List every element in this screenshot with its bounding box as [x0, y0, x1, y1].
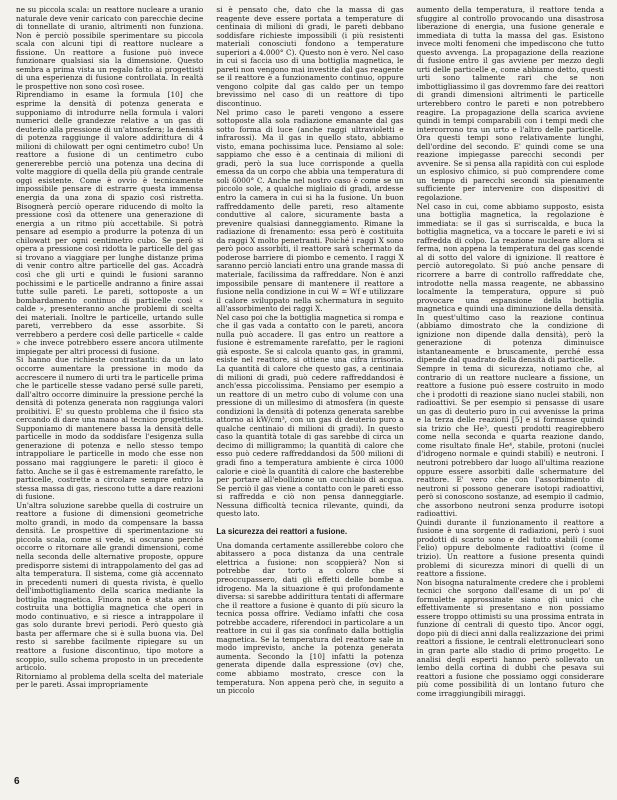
paragraph: Non bisogna naturalmente credere che i problemi tecnici che sorgono dall'esame di un po' di formulette approssimate siano gli unici che effettivamente si presentano e non possiamo essere troppo ottimisti su una prossima entrata in funzione di centrali di questo tipo. Ancor oggi, dopo più di dieci anni dalla realizzazione dei primi reattori a fissione, le centrali elettronucleari sono in gran parte allo stadio di primo progetto. Le analisi degli esperti hanno però sollevato un lembo della cortina di dubbi che pesava sui reattori a fusione che possiamo oggi considerare più come possibilità di un lontano futuro che come irraggiungibili miraggi. — [416, 577, 604, 698]
paragraph: aumento della temperatura, il reattore tenda a sfuggire al controllo provocando una disastrosa liberazione di energia, una fusione generale e immediata di tutta la massa del gas. Esistono invece molti fenomeni che impediscono che tutto questo avvenga. La propagazione della reazione di fusione entro il gas avviene per mezzo degli urti delle particelle e, come abbiamo detto, questi urti sono talmente rari che se non imbottigliassimo il gas dovremmo fare dei reattori di grandi dimensioni altrimenti le particelle urterebbero contro le pareti e non potrebbero reagire. La propagazione della scarica avviene quindi in tempi comparabili con i tempi medi che intercorrono tra un urto e l'altro delle particelle. Ora questi tempi sono relativamente lunghi, dell'ordine del secondo. E' quindi come se una reazione impiegasse parecchi secondi per avvenire. Se si pensa alla rapidità con cui esplode un esplosivo chimico, si può comprendere come un tempo di parecchi secondi sia pienamente sufficiente per intervenire con dispositivi di regolazione. — [416, 6, 604, 203]
paragraph: Si hanno due richieste contrastanti: da un lato occorre aumentare la pressione in modo da accrescere il numero di urti tra le particelle prima che le particelle stesse vadano persé sulle pareti, dall'altro occorre diminuire la pressione perché la densità di potenza generata non raggiunga valori proibitivi. E' su questo problema che il fisico sta cercando di dare una mano al tecnico progettista. Supponiamo di mantenere bassa la densità delle particelle in modo da soddisfare l'esigenza sulla generazione di potenza e nello stesso tempo intrappoliare le particelle in modo che esse non possano mai raggiungere le pareti: il gioco è fatto. Anche se il gas è estremamente rarefatto, le particelle, costrette a circolare sempre entro la stessa massa di gas, riescono tutte a dare reazioni di fusione. — [16, 355, 204, 502]
section-heading: La sicurezza dei reattori a fusione. — [216, 526, 348, 536]
paragraph: Nel primo caso le pareti vengono a essere sottoposte alla sola radiazione emanante dal gas sotto forma di luce (anche raggi ultravioletti e infrarossi). Ma il gas in quello stato, abbiamo visto, emana pochissima luce. Pensiamo al sole: sappiamo che esso è a centinaia di milioni di gradi, però la sua luce corrisponde a quella emessa da un corpo che abbia una temperatura di soli 6000° C. Anche nel nostro caso è come se un piccolo sole, a qualche migliaio di gradi, ardesse entro la camera in cui si ha la fusione. Un buon raffreddamento delle pareti, reso altamente conduttive al calore, sicuramente basta a prevenire qualsiasi danneggiamento. Rimane la radiazione di frenamento: essa però è costituita da raggi X molto penetranti. Poiché i raggi X sono però poco assorbiti, il reattore sarà schermato da poderose barriere di piombo e cemento. I raggi X saranno perciò lanciati entro una grande massa di materiale, facilissima da raffreddare. Non è anzi impossibile pensare di mantenere il reattore a fusione nella condizione in cui W = Wf e utilizzare il calore sviluppato nella schermatura in seguito all'assorbimento dei raggi X. — [216, 107, 404, 314]
column-left — [16, 6, 203, 774]
paragraph: Riprendiamo in esame la formula [10] che esprime la densità di potenza generata e supponiamo di introdurre nella formula i valori numerici delle grandezze relative a un gas di deuterio alla pressione di un'atmosfera; la densità di potenza raggiunge il valore addirittura di 4 milioni di chilowatt per ogni centimetro cubo! Un reattore a fusione di un centimetro cubo genererebbe perciò una potenza una decina di volte maggiore di quella della più grande centrale oggi esistente. Come è ovvio è tecnicamente impossibile pensare di estrarre questa immensa energia da una zona di spazio così ristretta. Bisognerà perciò operare riducendo di molto la pressione così da ottenere una generazione di energia a un ritmo più accettabile. Si potrà pensare ad esempio a produrre la potenza di un chilowatt per ogni centimetro cubo. Se però si opera a pressione così ridotta le particelle del gas si trovano a viaggiare per lunghe distanze prima di venir contro altre particelle del gas. Accadrà così che gli urti e quindi le fusioni saranno pochissimi e le particelle andranno a finire assai tutte sulle pareti. Le pareti, sottoposte a un bombardamento continuo di particelle così « calde », presenteranno anche problemi di scelta dei materiali. Inoltre le particelle, urtando sulle pareti, verrebbero da esse assorbite. Si verrebbero a perdere così delle particelle « calde » che invece potrebbero essere ancora utilmente impiegate per altri processi di fusione. — [16, 90, 204, 356]
paragraph: Un'altra soluzione sarebbe quella di costruire un reattore a fusione di dimensioni geometriche molto grandi, in modo da compensare la bassa densità. Le prospettive di sperimentazione su piccola scala, come si vede, si oscurano perché occorre o ritornare alle grandi dimensioni, come nella seconda delle alternative proposte, oppure predisporre sistemi di intrappolamento del gas ad alta temperatura. Il sistema, come già accennato in precedenti numeri di questa rivista, è quello dell'imbottigliamento della scarica mediante la bottiglia magnetica. Finora non è stata ancora costruita una bottiglia magnetica che operi in modo continuativo, e si riesce a intrappolare il gas solo durante brevi periodi. Però questo già basta per affermare che si è sulla buona via. Del resto si sarebbe facilmente ripiegare su un reattore a fusione discontinuo, tipo motore a scoppio, sullo schema proposto in un precedente articolo. — [16, 500, 204, 673]
paragraph: Nel caso in cui, come abbiamo supposto, esista una bottiglia magnetica, la regolazione è immediata: se il gas si surriscalda, e buca la bottiglia magnetica, va a toccare le pareti e ivi si raffredda di colpo. La reazione nucleare allora si ferma, non appena la temperatura del gas scende al di sotto del valore di ignizione. Il reattore è perciò autoregolato. Si può anche pensare di ricorrere a barre di controllo raffreddate che, introdotte nella massa reagente, ne abbassino localmente la temperatura, oppure si può provocare una espansione della bottiglia magnetica e quindi una diminuzione della densità. In quest'ultimo caso la reazione continua (abbiamo dimostrato che la condizione di ignizione non dipende dalla densità), però la generazione di potenza diminuisce istantaneamente e bruscamente, perché essa dipende dal quadrato della densità di particelle. — [416, 201, 604, 365]
paragraph: si è pensato che, dato che la massa di gas reagente deve essere portata a temperature di centinaia di milioni di gradi, le pareti debbano soddisfare richieste impossibili (i più resistenti materiali conosciuti fondono a temperature superiori a 4.000° C). Questo non è vero. Nel caso in cui si faccia uso di una bottiglia magnetica, le pareti non vengono mai investite dal gas reagente se il reattore è a funzionamento continuo, oppure vengono colpite dal gas caldo per un tempo brevissimo nel caso di un reattore di tipo discontinuo. — [216, 6, 404, 109]
column-middle — [216, 6, 403, 774]
paragraph: Sempre in tema di sicurezza, notiamo che, al contrario di un reattore nucleare a fissione, un reattore a fusione può essere costruito in modo che i prodotti di reazione siano nuclei stabili, non radioattivi. Se per esempio si pensasse di usare un gas di deuterio puro in cui avvenisse la prima e la terza delle reazioni [5] e si formasse quindi sia trizio che He³, questi prodotti reagirebbero come nella seconda e quarta reazione dando, come risultato finale He⁴, stabile, protoni (nuclei d'idrogeno normale e quindi stabili) e neutroni. I neutroni potrebbero dar luogo all'ultima reazione oppure essere assorbiti dalle schermature del reattore. E' vero che con l'assorbimento di neutroni si possono generare isotopi radioattivi, però si conoscono sostanze, ad esempio il cadmio, che assorbono neutroni senza produrre isotopi radioattivi. — [416, 363, 604, 519]
paragraph: Una domanda certamente assillerebbe coloro che abitassero a poca distanza da una centrale elettrica a fusione: non scoppierà? Non si potrebbe dar torto a coloro che si preoccupassero, dati gli effetti delle bombe a idrogeno. Ma la situazione è qui profondamente diversa: si sarebbe addirittura tentati di affermare che il reattore a fusione è quanto di più sicuro la tecnica possa offrire. Vediamo infatti che cosa potrebbe accadere, riferendoci in particolare a un reattore in cui il gas sia confinato dalla bottiglia magnetica. Se la temperatura del reattore sale in modo imprevisto, anche la potenza generata aumenta. Secondo la [10] infatti la potenza generata dipende dalla espressione (σv) che, come abbiamo mostrato, cresce con la temperatura. Non appena però che, in seguito a un piccolo — [216, 540, 404, 696]
paragraph: ne su piccola scala: un reattore nucleare a uranio naturale deve venir caricato con parecchie decine di tonnellate di uranio, altrimenti non funziona. Non è perciò possibile sperimentare su piccola scala con alcuni tipi di reattore nucleare a fissione. Un reattore a fusione può invece funzionare qualsiasi sia la dimensione. Questo sembra a prima vista un regalo fatto ai progettisti di una esperienza di fusione controllata. In realtà le prospettive non sono così rosee. — [16, 6, 204, 91]
paragraph: Quindi durante il funzionamento il reattore a fusione è una sorgente di radiazioni, però i suoi prodotti di scarto sono e del tutto stabili (come l'elio) oppure debolmente radioattivi (come il trizio). Un reattore a fusione presenta quindi problemi di sicurezza minori di quelli di un reattore a fissione. — [416, 517, 604, 579]
page-number: 6 — [14, 776, 20, 787]
paragraph: Nel caso poi che la bottiglia magnetica si rompa e che il gas vada a contatto con le pareti, ancora nulla può accadere. Il gas entro un reattore a fusione è estremamente rarefatto, per le ragioni già esposte. Se si calcola quanto gas, in grammi, esiste nel reattore, si ottiene una cifra irrisoria. La quantità di calore che questo gas, a centinaia di milioni di gradi, può cedere raffreddandosi è anch'essa piccolissima. Pensiamo per esempio a un reattore di un metro cubo di volume con una pressione di un millesimo di atmosfera (in queste condizioni la densità di potenza generata sarebbe attorno ai kW/cm³, con un gas di deuterio puro a qualche centinaio di milioni di gradi). In questo caso la quantità totale di gas sarebbe di circa un decimo di milligrammo; la quantità di calore che esso può cedere raffreddandosi da 500 milioni di gradi fino a temperatura ambiente è circa 1000 calorie e cioè la quantità di calore che basterebbe per portare all'ebollizione un cucchiaio di acqua. Se perciò il gas viene a contatto con le pareti esso si raffredda e ciò non pensa danneggiarle. Nessuna difficoltà tecnica rilevante, quindi, da questo lato. — [216, 312, 404, 519]
text-columns — [16, 6, 604, 774]
paragraph: Ritorniamo al problema della scelta del materiale per le pareti. Assai impropriamente — [16, 671, 204, 690]
column-right — [417, 6, 604, 774]
